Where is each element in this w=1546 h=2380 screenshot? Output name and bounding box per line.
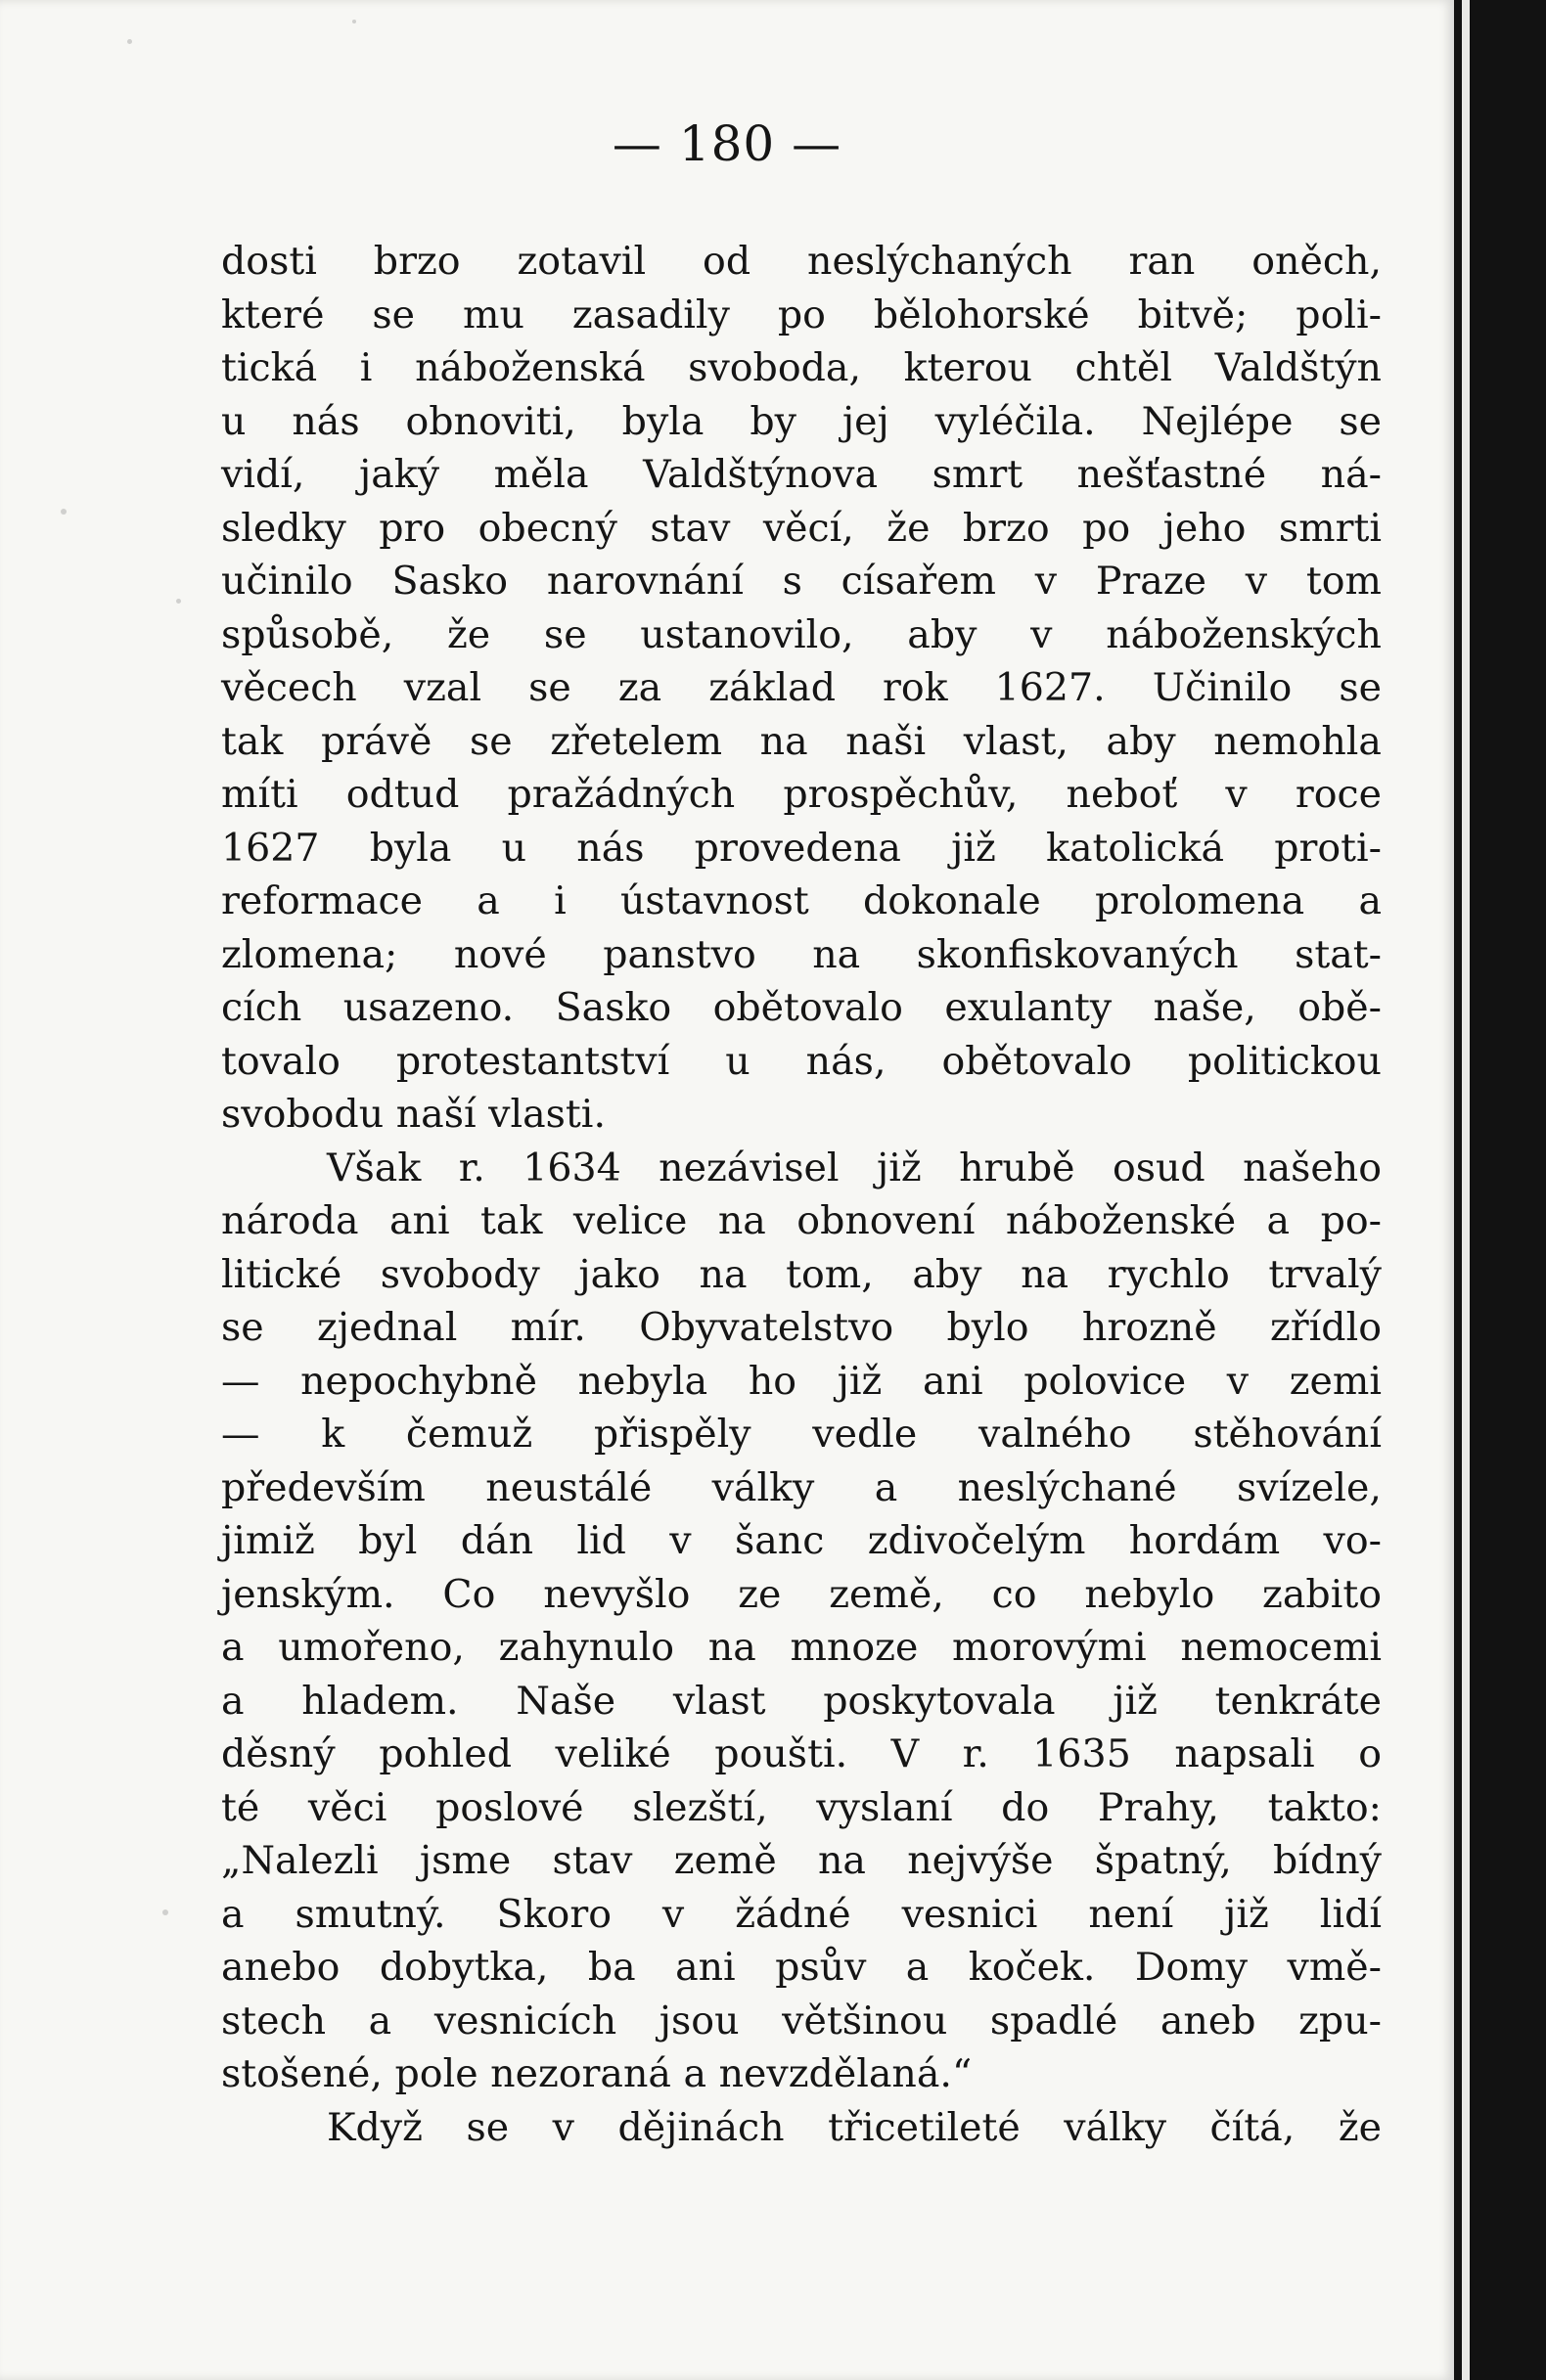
text-line: míti odtud pražádných prospěchův, neboť v roce xyxy=(221,772,1382,817)
text-line: a umořeno, zahynulo na mnoze morovými nemocemi xyxy=(221,1625,1382,1670)
text-line: věcech vzal se za základ rok 1627. Učinilo se xyxy=(221,665,1382,710)
text-line: tická i náboženská svoboda, kterou chtěl Valdštýn xyxy=(221,345,1382,390)
paper-speck xyxy=(352,20,356,23)
text-line: a smutný. Skoro v žádné vesnici není již lidí xyxy=(221,1891,1382,1937)
text-line: tak právě se zřetelem na naši vlast, aby nemohla xyxy=(221,718,1382,764)
paper-speck xyxy=(162,1909,168,1915)
text-line: tovalo protestantství u nás, obětovalo politickou xyxy=(221,1038,1382,1084)
paper-speck xyxy=(61,509,67,515)
paper-speck xyxy=(176,599,181,604)
text-line: jimiž byl dán lid v šanc zdivočelým hordám vo- xyxy=(221,1518,1382,1563)
text-line: u nás obnoviti, byla by jej vyléčila. Nejlépe se xyxy=(221,398,1382,444)
text-line: které se mu zasadily po bělohorské bitvě; poli- xyxy=(221,292,1382,337)
text-line: dosti brzo zotavil od neslýchaných ran oněch, xyxy=(221,239,1382,284)
text-line: anebo dobytka, ba ani psův a koček. Domy vmě- xyxy=(221,1945,1382,1990)
text-line: té věci poslové slezští, vyslaní do Prahy, takto: xyxy=(221,1784,1382,1830)
body-text xyxy=(221,235,1382,2154)
next-page-edge xyxy=(1462,0,1470,2380)
text-line: především neustálé války a neslýchané svízele, xyxy=(221,1464,1382,1510)
text-line: učinilo Sasko narovnání s císařem v Praze v tom xyxy=(221,559,1382,604)
text-line: se zjednal mír. Obyvatelstvo bylo hrozně zřídlo xyxy=(221,1305,1382,1350)
text-line: svobodu naší vlasti. xyxy=(221,1092,606,1137)
paper-speck xyxy=(127,39,132,44)
text-line: zlomena; nové panstvo na skonfiskovaných stat- xyxy=(221,931,1382,977)
text-line: sledky pro obecný stav věcí, že brzo po jeho smrti xyxy=(221,505,1382,551)
text-line: jenským. Co nevyšlo ze země, co nebylo zabito xyxy=(221,1571,1382,1617)
text-line: stech a vesnicích jsou většinou spadlé aneb zpu- xyxy=(221,1998,1382,2043)
text-line: děsný pohled veliké poušti. V r. 1635 napsali o xyxy=(221,1731,1382,1776)
text-line: — k čemuž přispěly vedle valného stěhování xyxy=(221,1412,1382,1457)
text-line: — nepochybně nebyla ho již ani polovice v zemi xyxy=(221,1358,1382,1404)
text-line: reformace a i ústavnost dokonale prolomena a xyxy=(221,878,1382,923)
page-number: — 180 — xyxy=(612,115,842,172)
text-line: cích usazeno. Sasko obětovalo exulanty naše, obě- xyxy=(221,985,1382,1030)
text-line: 1627 byla u nás provedena již katolická proti- xyxy=(221,825,1382,871)
text-line: a hladem. Naše vlast poskytovala již tenkráte xyxy=(221,1678,1382,1724)
text-line: Však r. 1634 nezávisel již hrubě osud našeho xyxy=(327,1145,1382,1190)
text-line: Když se v dějinách třicetileté války čítá, že xyxy=(327,2104,1382,2150)
text-line: národa ani tak velice na obnovení náboženské a po- xyxy=(221,1198,1382,1243)
text-line: spůsobě, že se ustanovilo, aby v náboženských xyxy=(221,611,1382,657)
text-line: stošené, pole nezoraná a nevzdělaná.“ xyxy=(221,2051,973,2096)
text-line: litické svobody jako na tom, aby na rychlo trvalý xyxy=(221,1251,1382,1297)
text-line: vidí, jaký měla Valdštýnova smrt nešťastné ná- xyxy=(221,452,1382,497)
text-line: „Nalezli jsme stav země na nejvýše špatný, bídný xyxy=(221,1838,1382,1883)
